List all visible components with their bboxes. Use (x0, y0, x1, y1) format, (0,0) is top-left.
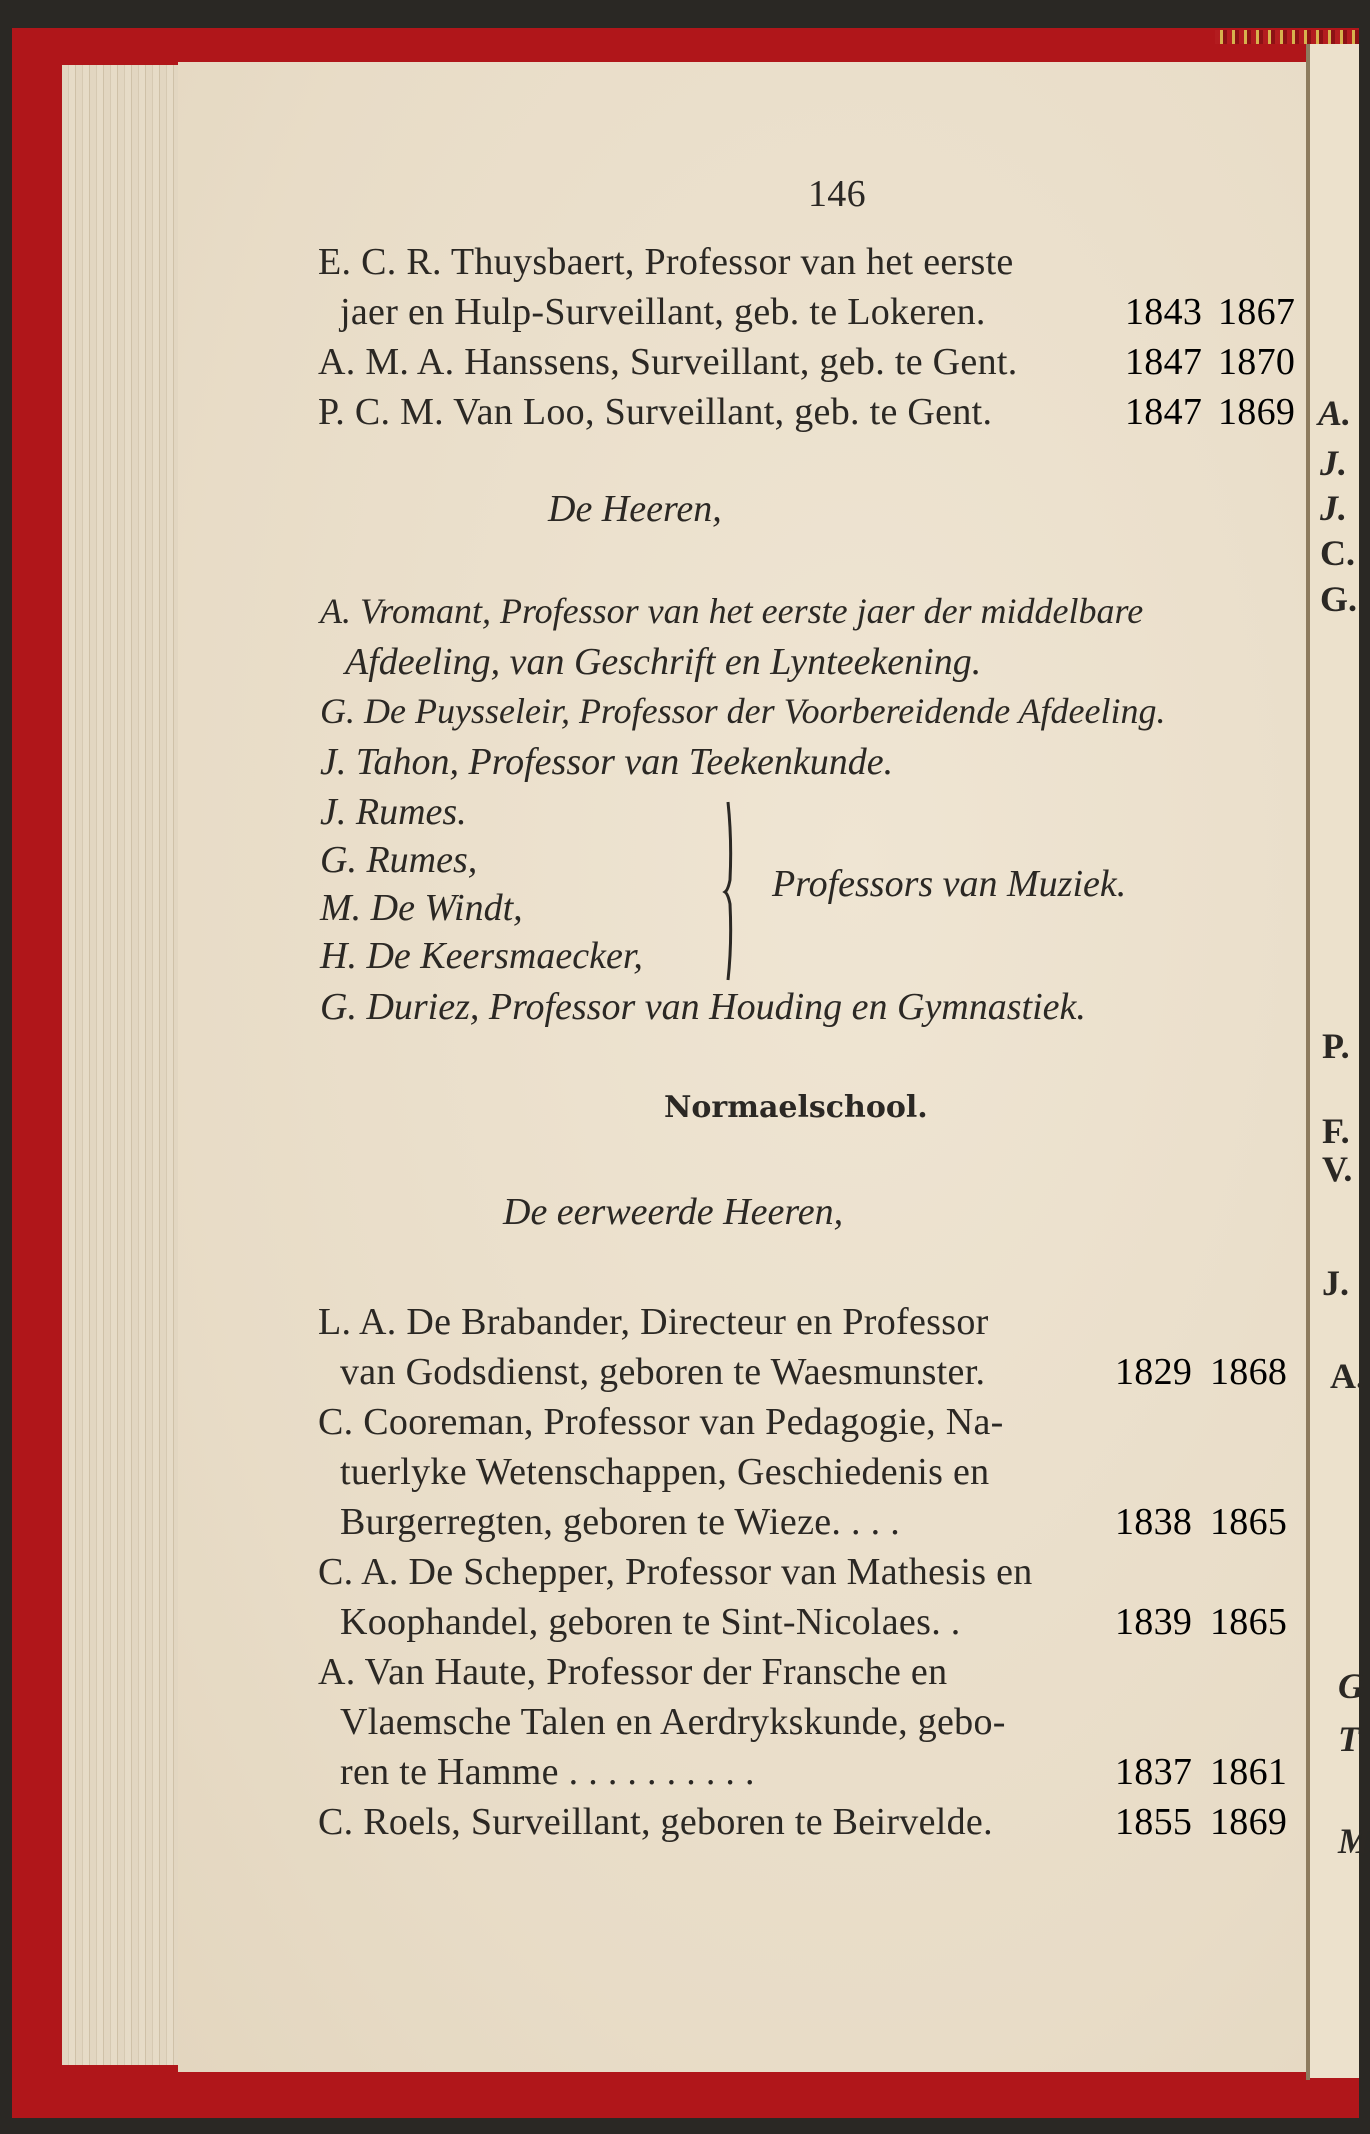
year-born: 1829 (1115, 1351, 1193, 1393)
year-born: 1837 (1115, 1751, 1193, 1793)
year-appointed: 1865 (1210, 1501, 1288, 1543)
facing-letter: J. (1322, 1263, 1349, 1303)
entry-line: J. Tahon, Professor van Teekenkunde. (320, 741, 894, 783)
entry-line: Afdeeling, van Geschrift en Lynteekening. (345, 641, 982, 683)
facing-letter: P. (1322, 1026, 1350, 1066)
entry-line: A. Vromant, Professor van het eerste jaer der middelbare (320, 591, 1144, 631)
entry-line: Burgerregten, geboren te Wieze. . . . (340, 1501, 901, 1543)
brace (722, 800, 736, 982)
year-born: 1838 (1115, 1501, 1193, 1543)
page-number: 146 (808, 173, 866, 215)
entry-line: tuerlyke Wetenschappen, Geschiedenis en (340, 1451, 990, 1493)
entry-line: A. M. A. Hanssens, Surveillant, geb. te Gent. (318, 341, 1018, 383)
year-appointed: 1861 (1210, 1751, 1288, 1793)
year-appointed: 1869 (1210, 1801, 1288, 1843)
facing-letter: T (1338, 1719, 1360, 1759)
year-appointed: 1867 (1218, 291, 1296, 333)
entry-line: P. C. M. Van Loo, Surveillant, geb. te Gent. (318, 391, 993, 433)
year-born: 1847 (1125, 391, 1203, 433)
entry-line: van Godsdienst, geboren te Waesmunster. (340, 1351, 986, 1393)
music-name: J. Rumes. (320, 791, 467, 833)
year-born: 1847 (1125, 341, 1203, 383)
music-name: G. Rumes, (320, 839, 478, 881)
facing-letter: G. (1320, 579, 1358, 619)
entry-line: C. Roels, Surveillant, geboren te Beirvelde. (318, 1801, 993, 1843)
year-born: 1843 (1125, 291, 1203, 333)
entry-line: A. Van Haute, Professor der Fransche en (318, 1651, 948, 1693)
facing-letter: V. (1322, 1149, 1353, 1189)
entry-line: C. Cooreman, Professor van Pedagogie, Na- (318, 1401, 1004, 1443)
entry-line: L. A. De Brabander, Directeur en Professor (318, 1301, 989, 1343)
year-born: 1855 (1115, 1801, 1193, 1843)
entry-line: Koophandel, geboren te Sint-Nicolaes. . (340, 1601, 961, 1643)
entry-line: G. De Puysseleir, Professor der Voorbereidende Afdeeling. (320, 691, 1166, 731)
facing-letter: J. (1320, 443, 1347, 483)
entry-line: jaer en Hulp-Surveillant, geb. te Lokeren. (340, 291, 986, 333)
entry-line: G. Duriez, Professor van Houding en Gymnastiek. (320, 986, 1086, 1028)
entry-line: Vlaemsche Talen en Aerdrykskunde, gebo- (340, 1701, 1006, 1743)
year-appointed: 1865 (1210, 1601, 1288, 1643)
section-title: Normaelschool. (664, 1090, 928, 1125)
section-heading: De eerweerde Heeren, (503, 1191, 844, 1233)
headband (1215, 30, 1359, 44)
year-appointed: 1870 (1218, 341, 1296, 383)
facing-letter: F. (1322, 1111, 1350, 1151)
music-label: Professors van Muziek. (772, 863, 1127, 905)
entry-line: C. A. De Schepper, Professor van Mathesis en (318, 1551, 1033, 1593)
facing-letter: C. (1320, 533, 1355, 573)
music-name: H. De Keersmaecker, (320, 935, 643, 977)
page-edges (62, 65, 184, 2065)
entry-line: ren te Hamme . . . . . . . . . . (340, 1751, 755, 1793)
facing-letter: A. (1330, 1356, 1365, 1396)
facing-letter: M (1338, 1821, 1370, 1861)
entry-line: E. C. R. Thuysbaert, Professor van het eerste (318, 241, 1014, 283)
year-born: 1839 (1115, 1601, 1193, 1643)
facing-letter: A. (1318, 393, 1352, 433)
facing-letter: J. (1320, 488, 1347, 528)
section-heading: De Heeren, (548, 488, 722, 530)
music-name: M. De Windt, (320, 887, 523, 929)
year-appointed: 1869 (1218, 391, 1296, 433)
year-appointed: 1868 (1210, 1351, 1288, 1393)
facing-letter: G (1338, 1666, 1364, 1706)
